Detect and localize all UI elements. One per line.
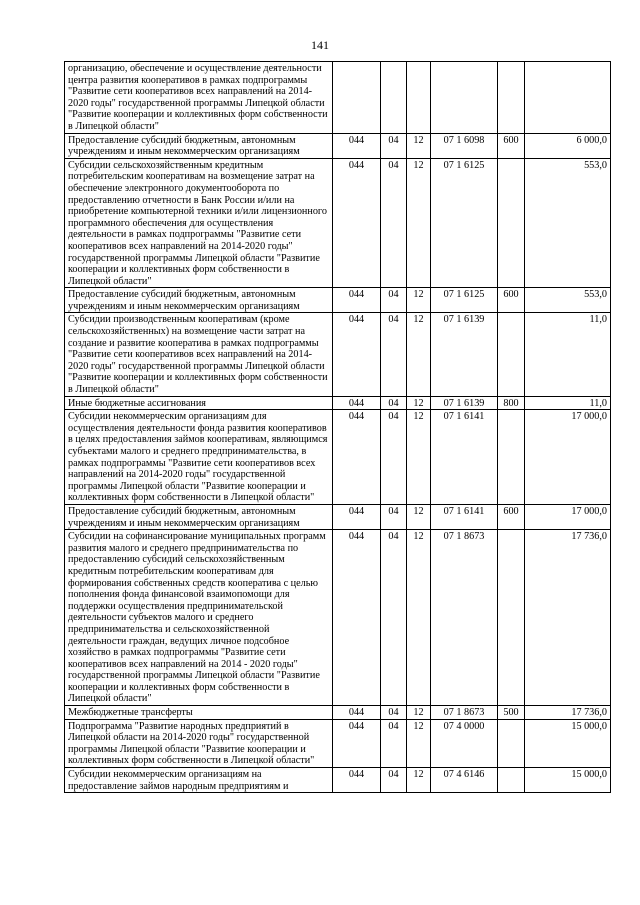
admin-code-cell: 044 [333,410,381,505]
target-article-cell: 07 1 6098 [431,133,498,158]
expense-kind-cell [498,530,525,706]
expense-kind-cell: 600 [498,504,525,529]
table-row [65,768,611,793]
amount-cell: 15 000,0 [525,719,611,767]
expense-kind-cell: 600 [498,288,525,313]
section-code-cell: 04 [381,133,407,158]
section-code-cell: 04 [381,706,407,720]
target-article-cell: 07 1 6141 [431,410,498,505]
target-article-cell: 07 1 8673 [431,706,498,720]
subsection-code-cell: 12 [407,313,431,396]
expense-kind-cell: 800 [498,396,525,410]
table-row [65,410,611,505]
section-code-cell: 04 [381,504,407,529]
row-name-cell: Субсидии производственным кооперативам (кроме сельскохозяйственных) на возмещение части затрат на создание и развитие кооператива в рамках подпрограммы "Развитие сети кооперативов всех направлений на 2014-2020 годы" государственной программы Липецкой области "Развитие кооперации и коллективных форм собственности в Липецкой области" [65,313,333,396]
row-name-cell: Субсидии некоммерческим организациям для осуществления деятельности фонда развития кооперативов в целях предоставления займов кооперативам, являющимся субъектами малого и среднего предпринимательства, в рамках подпрограммы "Развитие сети кооперативов всех направлений на 2014-2020 годы" государственной программы Липецкой области "Развитие кооперации и коллективных форм собственности в Липецкой области" [65,410,333,505]
subsection-code-cell: 12 [407,410,431,505]
row-name-cell: Субсидии на софинансирование муниципальных программ развития малого и среднего предпринимательства по предоставлению субсидий сельскохозяйственным кредитным потребительским кооперативам для формирования собственных средств кооператива с целью пополнения фонда финансовой взаимопомощи для поддержки осуществления предпринимательской деятельности субъектов малого и среднего предпринимательства и сельскохозяйственной деятельности граждан, ведущих личное подсобное хозяйство в рамках подпрограммы "Развитие сети кооперативов всех направлений на 2014 - 2020 годы" государственной программы Липецкой области "Развитие кооперации и коллективных форм собственности в Липецкой области" [65,530,333,706]
admin-code-cell [333,62,381,134]
admin-code-cell: 044 [333,313,381,396]
expense-kind-cell [498,158,525,288]
table-row [65,313,611,396]
subsection-code-cell: 12 [407,706,431,720]
subsection-code-cell: 12 [407,530,431,706]
expense-kind-cell [498,768,525,793]
admin-code-cell: 044 [333,706,381,720]
amount-cell: 553,0 [525,288,611,313]
section-code-cell: 04 [381,158,407,288]
admin-code-cell: 044 [333,530,381,706]
row-name-cell: Межбюджетные трансферты [65,706,333,720]
amount-cell [525,62,611,134]
page-number: 141 [311,38,329,52]
target-article-cell: 07 4 6146 [431,768,498,793]
expense-kind-cell [498,410,525,505]
amount-cell: 6 000,0 [525,133,611,158]
subsection-code-cell: 12 [407,768,431,793]
expense-kind-cell: 600 [498,133,525,158]
admin-code-cell: 044 [333,504,381,529]
target-article-cell: 07 1 6139 [431,396,498,410]
row-name-cell: организацию, обеспечение и осуществление деятельности центра развития кооперативов в рамках подпрограммы "Развитие сети кооперативов всех направлений на 2014-2020 годы" государственной программы Липецкой области "Развитие кооперации и коллективных форм собственности в Липецкой области" [65,62,333,134]
row-name-cell: Подпрограмма "Развитие народных предприятий в Липецкой области на 2014-2020 годы" государственной программы Липецкой области "Развитие кооперации и коллективных форм собственности в Липецкой области" [65,719,333,767]
subsection-code-cell: 12 [407,288,431,313]
table-row [65,530,611,706]
section-code-cell: 04 [381,768,407,793]
section-code-cell: 04 [381,530,407,706]
subsection-code-cell: 12 [407,396,431,410]
section-code-cell: 04 [381,313,407,396]
subsection-code-cell: 12 [407,158,431,288]
table-row [65,719,611,767]
budget-table [64,61,611,793]
section-code-cell: 04 [381,719,407,767]
amount-cell: 17 000,0 [525,410,611,505]
amount-cell: 553,0 [525,158,611,288]
admin-code-cell: 044 [333,768,381,793]
table-row [65,288,611,313]
admin-code-cell: 044 [333,158,381,288]
amount-cell: 17 000,0 [525,504,611,529]
row-name-cell: Субсидии некоммерческим организациям на предоставление займов народным предприятиям и [65,768,333,793]
row-name-cell: Предоставление субсидий бюджетным, автономным учреждениям и иным некоммерческим организациям [65,504,333,529]
amount-cell: 17 736,0 [525,530,611,706]
target-article-cell: 07 1 6139 [431,313,498,396]
target-article-cell: 07 4 0000 [431,719,498,767]
expense-kind-cell [498,313,525,396]
row-name-cell: Субсидии сельскохозяйственным кредитным потребительским кооперативам на возмещение затрат на обеспечение электронного документооборота по предоставлению отчетности в Банк России и/или на приобретение компьютерной техники и/или лицензионного программного обеспечения для осуществления деятельности в рамках подпрограммы "Развитие сети кооперативов всех направлений на 2014-2020 годы" государственной программы Липецкой области "Развитие кооперации и коллективных форм собственности в Липецкой области" [65,158,333,288]
subsection-code-cell: 12 [407,133,431,158]
subsection-code-cell [407,62,431,134]
admin-code-cell: 044 [333,719,381,767]
amount-cell: 11,0 [525,396,611,410]
admin-code-cell: 044 [333,396,381,410]
target-article-cell: 07 1 6125 [431,288,498,313]
amount-cell: 15 000,0 [525,768,611,793]
amount-cell: 11,0 [525,313,611,396]
expense-kind-cell [498,719,525,767]
section-code-cell: 04 [381,396,407,410]
table-row [65,158,611,288]
admin-code-cell: 044 [333,133,381,158]
table-row [65,396,611,410]
expense-kind-cell [498,62,525,134]
table-row [65,62,611,134]
target-article-cell: 07 1 8673 [431,530,498,706]
target-article-cell [431,62,498,134]
section-code-cell [381,62,407,134]
row-name-cell: Предоставление субсидий бюджетным, автономным учреждениям и иным некоммерческим организациям [65,288,333,313]
table-row [65,133,611,158]
target-article-cell: 07 1 6125 [431,158,498,288]
amount-cell: 17 736,0 [525,706,611,720]
table-row [65,706,611,720]
row-name-cell: Иные бюджетные ассигнования [65,396,333,410]
table-row [65,504,611,529]
row-name-cell: Предоставление субсидий бюджетным, автономным учреждениям и иным некоммерческим организациям [65,133,333,158]
subsection-code-cell: 12 [407,719,431,767]
admin-code-cell: 044 [333,288,381,313]
section-code-cell: 04 [381,288,407,313]
expense-kind-cell: 500 [498,706,525,720]
subsection-code-cell: 12 [407,504,431,529]
section-code-cell: 04 [381,410,407,505]
target-article-cell: 07 1 6141 [431,504,498,529]
